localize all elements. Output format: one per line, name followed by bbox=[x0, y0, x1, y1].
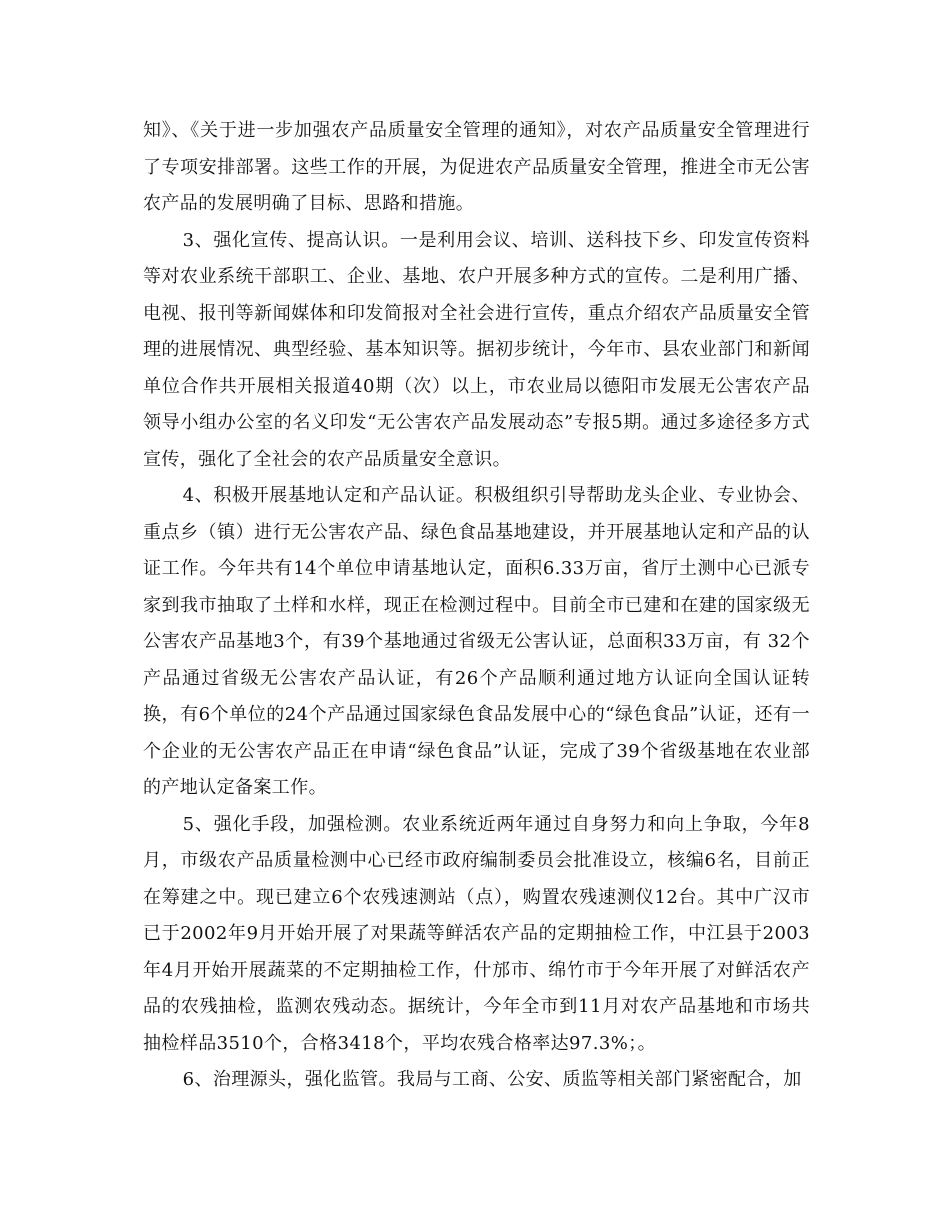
paragraph-publicity: 3、强化宣传、提高认识。一是利用会议、培训、送科技下乡、印发宣传资料等对农业系统干部职工、企业、基地、农户开展多种方式的宣传。二是利用广播、电视、报刊等新闻媒体和印发简报对全社会进行宣传，重点介绍农产品质量安全管理的进展情况、典型经验、基本知识等。据初步统计，今年市、县农业部门和新闻单位合作共开展相关报道40期（次）以上，市农业局以德阳市发展无公害农产品领导小组办公室的名义印发“无公害农产品发展动态”专报5期。通过多途径多方式宣传，强化了全社会的农产品质量安全意识。 bbox=[143, 229, 810, 470]
paragraph-continuation: 知》、《关于进一步加强农产品质量安全管理的通知》，对农产品质量安全管理进行了专项安排部署。这些工作的开展，为促进农产品质量安全管理，推进全市无公害农产品的发展明确了目标、思路和措施。 bbox=[143, 120, 810, 214]
paragraph-testing: 5、强化手段，加强检测。农业系统近两年通过自身努力和向上争取，今年8月，市级农产品质量检测中心已经市政府编制委员会批准设立，核编6名，目前正在筹建之中。现已建立6个农残速测站（点），购置农残速测仪12台。其中广汉市已于2002年9月开始开展了对果蔬等鲜活农产品的定期抽检工作，中江县于2003年4月开始开展蔬菜的不定期抽检工作，什邡市、绵竹市于今年开展了对鲜活农产品的农残抽检，监测农残动态。据统计，今年全市到11月对农产品基地和市场共抽检样品3510个，合格3418个，平均农残合格率达97.3%；。 bbox=[143, 813, 810, 1054]
document-body bbox=[143, 113, 810, 1099]
paragraph-supervision: 6、治理源头，强化监管。我局与工商、公安、质监等相关部门紧密配合，加 bbox=[182, 1069, 802, 1090]
paragraph-certification: 4、积极开展基地认定和产品认证。积极组织引导帮助龙头企业、专业协会、重点乡（镇）进行无公害农产品、绿色食品基地建设，并开展基地认定和产品的认证工作。今年共有14个单位申请基地认定，面积6.33万亩，省厅土测中心已派专家到我市抽取了土样和水样，现正在检测过程中。目前全市已建和在建的国家级无公害农产品基地3个，有39个基地通过省级无公害认证，总面积33万亩，有 32个产品通过省级无公害农产品认证，有26个产品顺利通过地方认证向全国认证转换，有6个单位的24个产品通过国家绿色食品发展中心的“绿色食品”认证，还有一个企业的无公害农产品正在申请“绿色食品”认证，完成了39个省级基地在农业部的产地认定备案工作。 bbox=[143, 485, 810, 798]
